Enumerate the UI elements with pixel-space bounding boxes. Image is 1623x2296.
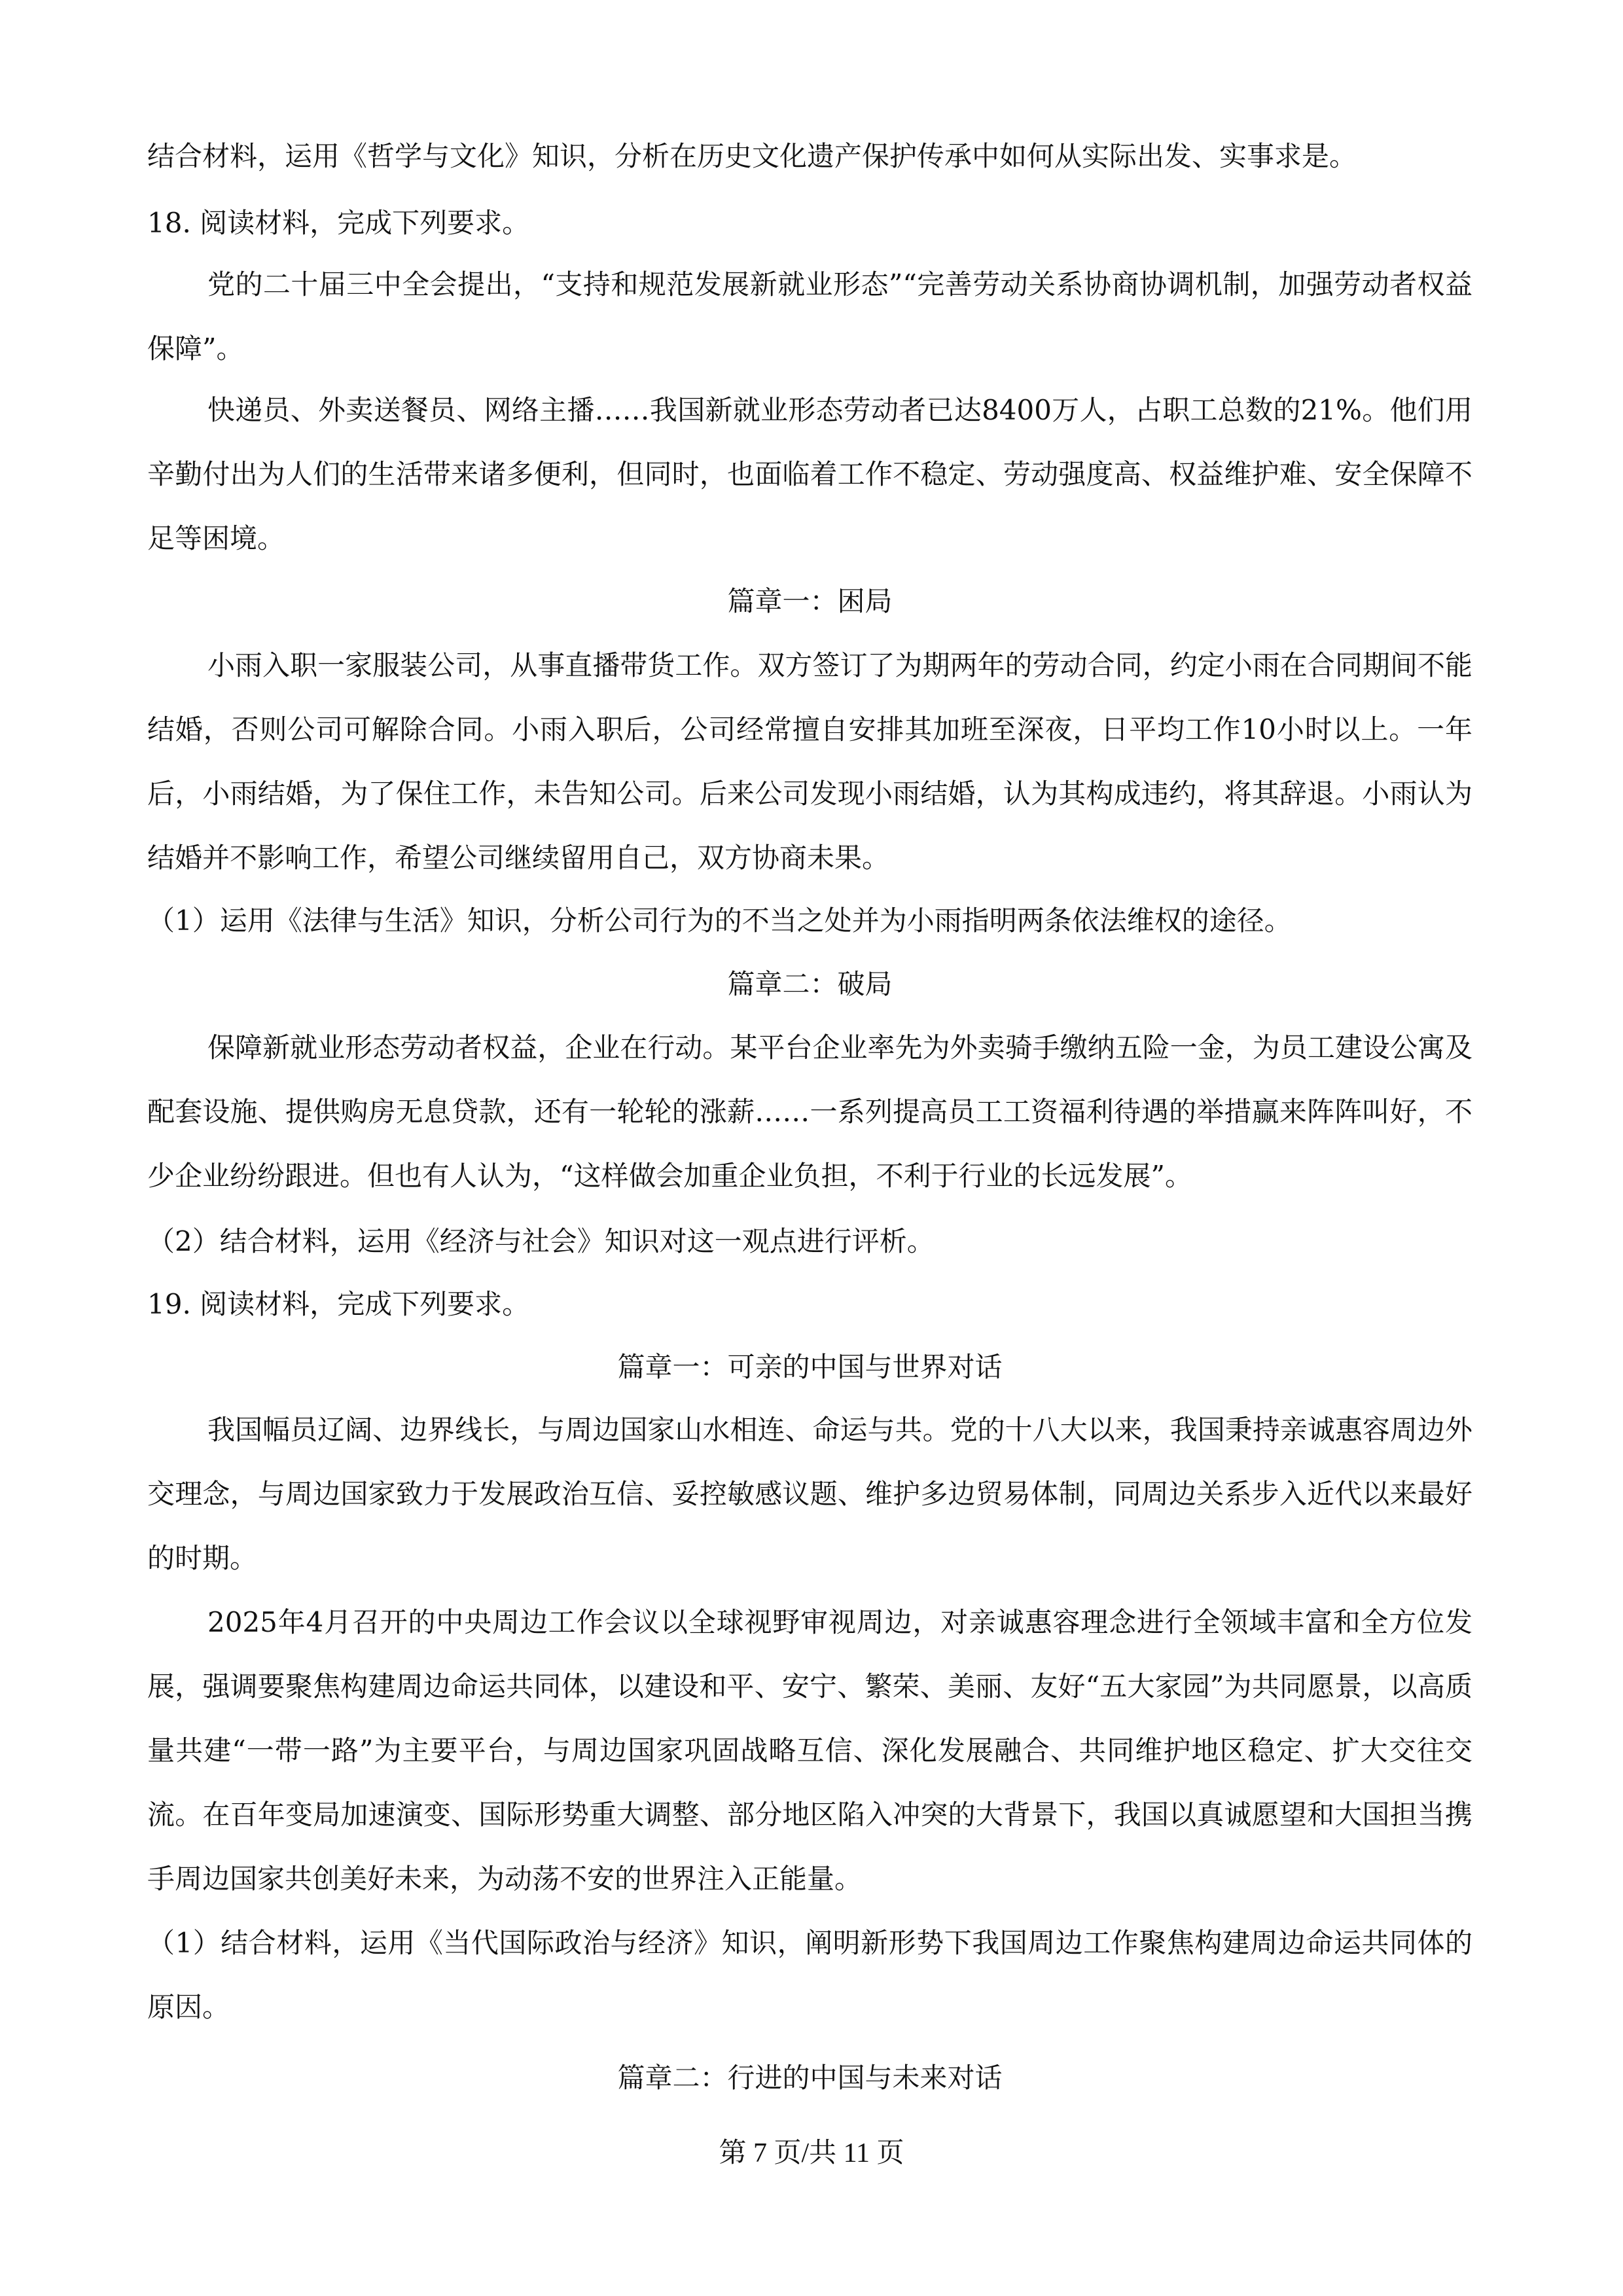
q18-chapter-2-text: 保障新就业形态劳动者权益，企业在行动。某平台企业率先为外卖骑手缴纳五险一金，为员工建设公寓及配套设施、提供购房无息贷款，还有一轮轮的涨薪……一系列提高员工工资福利待遇的举措赢来阵阵叫好，不少企业纷纷跟进。但也有人认为，“这样做会加重企业负担，不利于行业的长远发展”。 (147, 1031, 1472, 1192)
q18-chapter-2-title: 篇章二：破局 (727, 968, 893, 1000)
q19-header: 19. 阅读材料，完成下列要求。 (147, 1288, 530, 1320)
q19-subquestion-1: （1）结合材料，运用《当代国际政治与经济》知识，阐明新形势下我国周边工作聚焦构建周边命运共同体的原因。 (147, 1927, 1472, 2023)
q18-material-2: 快递员、外卖送餐员、网络主播……我国新就业形态劳动者已达8400万人，占职工总数的21%。他们用辛勤付出为人们的生活带来诸多便利，但同时，也面临着工作不稳定、劳动强度高、权益维护难、安全保障不足等困境。 (147, 394, 1472, 554)
q18-header: 18. 阅读材料，完成下列要求。 (147, 207, 530, 239)
q18-material-1: 党的二十届三中全会提出，“支持和规范发展新就业形态”“完善劳动关系协商协调机制，加强劳动者权益保障”。 (147, 268, 1472, 365)
q18-chapter-1-text: 小雨入职一家服装公司，从事直播带货工作。双方签订了为期两年的劳动合同，约定小雨在合同期间不能结婚，否则公司可解除合同。小雨入职后，公司经常擅自安排其加班至深夜，日平均工作10小时以上。一年后，小雨结婚，为了保住工作，未告知公司。后来公司发现小雨结婚，认为其构成违约，将其辞退。小雨认为结婚并不影响工作，希望公司继续留用自己，双方协商未果。 (147, 649, 1472, 874)
q19-material-1: 我国幅员辽阔、边界线长，与周边国家山水相连、命运与共。党的十八大以来，我国秉持亲诚惠容周边外交理念，与周边国家致力于发展政治互信、妥控敏感议题、维护多边贸易体制，同周边关系步入近代以来最好的时期。 (147, 1414, 1472, 1574)
q18-chapter-1-title: 篇章一：困局 (727, 585, 893, 617)
q19-material-2: 2025年4月召开的中央周边工作会议以全球视野审视周边，对亲诚惠容理念进行全领域丰富和全方位发展，强调要聚焦构建周边命运共同体，以建设和平、安宁、繁荣、美丽、友好“五大家园”为共同愿景，以高质量共建“一带一路”为主要平台，与周边国家巩固战略互信、深化发展融合、共同维护地区稳定、扩大交往交流。在百年变局加速演变、国际形势重大调整、部分地区陷入冲突的大背景下，我国以真诚愿望和大国担当携手周边国家共创美好未来，为动荡不安的世界注入正能量。 (147, 1606, 1472, 1895)
q18-subquestion-1: （1）运用《法律与生活》知识，分析公司行为的不当之处并为小雨指明两条依法维权的途径。 (147, 905, 1292, 937)
page-number-footer: 第 7 页/共 11 页 (719, 2138, 904, 2168)
q17-task-line: 结合材料，运用《哲学与文化》知识，分析在历史文化遗产保护传承中如何从实际出发、实事求是。 (147, 140, 1357, 172)
q19-chapter-1-title: 篇章一：可亲的中国与世界对话 (617, 1351, 1003, 1383)
q19-chapter-2-title: 篇章二：行进的中国与未来对话 (617, 2062, 1003, 2094)
q18-subquestion-2: （2）结合材料，运用《经济与社会》知识对这一观点进行评析。 (147, 1225, 935, 1257)
